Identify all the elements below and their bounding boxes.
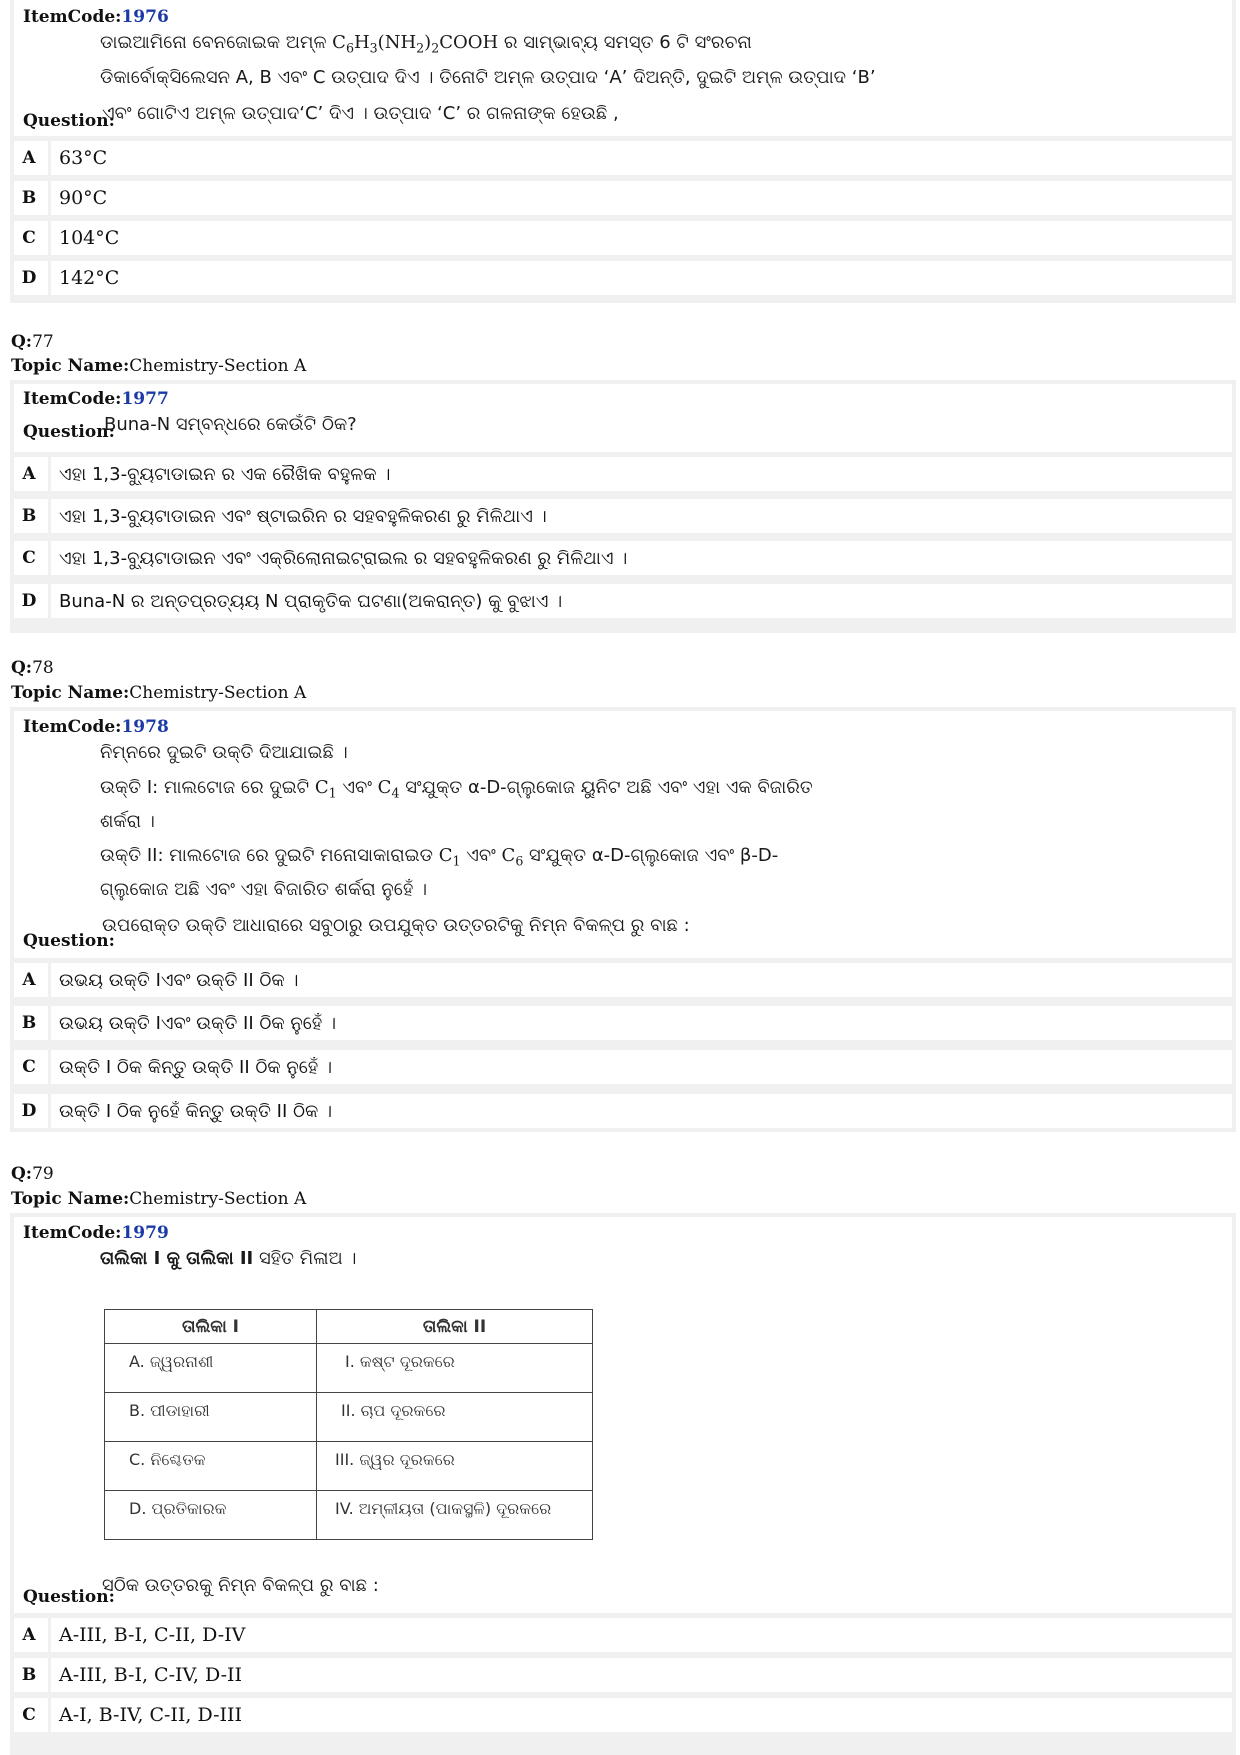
column-header: ତାଲିକା I — [105, 1310, 317, 1344]
option-d[interactable]: D Buna-N ର ଅନ୍ତପ୍ରତ୍ୟୟ N ପ୍ରାକୃତିକ ଘଟଣା(ଅକରାନ୍ତ) କୁ ବୁଝାଏ । — [14, 584, 1232, 618]
item-code: ItemCode:1976 — [23, 7, 169, 27]
question-line: ଉକ୍ତି II: ମାଲଟୋଜ ରେ ଦୁଇଟି ମନୋସାକାରାଇଡ $C_1$ ଏବଂ $C_6$ ସଂଯୁକ୍ତ α-D-ଗ୍ଲୁକୋଜ ଏବଂ β-D- — [100, 845, 779, 869]
table-cell: B. ପୀଡାହାରୀ — [105, 1393, 317, 1442]
option-a[interactable]: A A-III, B-I, C-II, D-IV — [14, 1618, 1232, 1652]
question-line: ଡିକାର୍ବୋକ୍ସିଲେସନ A, B ଏବଂ C ଉତ୍ପାଦ ଦିଏ । ତିନୋଟି ଅମ୍ଳ ଉତ୍ପାଦ ‘A’ ଦିଅନ୍ତି, ଦୁଇଟି ଅମ୍ଳ ଉତ୍ପାଦ ‘B’ — [100, 67, 876, 88]
option-c[interactable]: C A-I, B-IV, C-II, D-III — [14, 1698, 1232, 1732]
question-line: ନିମ୍ନରେ ଦୁଇଟି ଉକ୍ତି ଦିଆଯାଇଛି । — [100, 742, 348, 763]
item-code: ItemCode:1978 — [23, 717, 169, 737]
question-label: Question: — [23, 422, 115, 442]
question-block-1977 — [10, 380, 1236, 633]
question-box — [14, 384, 1232, 452]
question-box — [14, 711, 1232, 958]
item-code-value: 1977 — [121, 389, 169, 409]
item-code-value: 1976 — [121, 7, 169, 27]
topic-name: Topic Name:Chemistry-Section A — [11, 1189, 307, 1209]
table-cell: I. କଷ୍ଟ ଦୂରକରେ — [317, 1344, 593, 1393]
option-b[interactable]: B A-III, B-I, C-IV, D-II — [14, 1658, 1232, 1692]
table-row — [105, 1491, 593, 1540]
question-number: Q:77 — [11, 332, 54, 352]
question-line: ଏବଂ ଗୋଟିଏ ଅମ୍ଳ ଉତ୍ପାଦ‘C’ ଦିଏ । ଉତ୍ପାଦ ‘C’ ର ଗଳନାଙ୍କ ହେଉଛି , — [102, 103, 619, 124]
table-cell: III. ଜ୍ୱର ଦୂରକରେ — [317, 1442, 593, 1491]
option-d[interactable]: D ଉକ୍ତି I ଠିକ ନୁହେଁ କିନ୍ତୁ ଉକ୍ତି II ଠିକ । — [14, 1094, 1232, 1128]
match-instruction-rest: ସହିତ ମିଳାଅ । — [253, 1248, 357, 1269]
question-line: ଶର୍କରା । — [100, 811, 155, 832]
question-line — [100, 1248, 357, 1269]
table-cell: II. ଚାପ ଦୂରକରେ — [317, 1393, 593, 1442]
question-block-1976 — [10, 0, 1236, 303]
question-box — [14, 0, 1232, 136]
question-line: Buna-N ସମ୍ବନ୍ଧରେ କେଉଁଟି ଠିକ? — [104, 414, 357, 435]
table-row — [105, 1442, 593, 1491]
option-a[interactable]: A ଏହା 1,3-ବ୍ୟୁଟାଡାଇନ ର ଏକ ରୈଖିକ ବହୁଳକ । — [14, 457, 1232, 491]
question-block-1978 — [10, 707, 1236, 1132]
option-a[interactable]: A 63°C — [14, 141, 1232, 175]
option-b[interactable]: B ଉଭୟ ଉକ୍ତି Iଏବଂ ଉକ୍ତି II ଠିକ ନୁହେଁ । — [14, 1006, 1232, 1040]
topic-name: Topic Name:Chemistry-Section A — [11, 356, 307, 376]
table-cell: D. ପ୍ରତିକାରକ — [105, 1491, 317, 1540]
option-c[interactable]: C ଏହା 1,3-ବ୍ୟୁଟାଡାଇନ ଏବଂ ଏକ୍ରିଲୋନାଇଟ୍ରାଇଲ ର ସହବହୁଳିକରଣ ରୁ ମିଳିଥାଏ । — [14, 541, 1232, 575]
question-block-1979 — [10, 1213, 1236, 1755]
question-label: Question: — [23, 111, 115, 131]
item-code: ItemCode:1977 — [23, 389, 169, 409]
match-instruction-bold: ତାଲିକା I କୁ ତାଲିକା II — [100, 1248, 254, 1269]
table-cell: IV. ଅମ୍ଳୀୟତା (ପାକସ୍ଥଳି) ଦୂରକରେ — [317, 1491, 593, 1540]
question-label: Question: — [23, 931, 115, 951]
item-code: ItemCode:1979 — [23, 1223, 169, 1243]
question-line: ଗ୍ଲୁକୋଜ ଅଛି ଏବଂ ଏହା ବିଜାରିତ ଶର୍କରା ନୁହେଁ । — [100, 879, 428, 900]
option-b[interactable]: B ଏହା 1,3-ବ୍ୟୁଟାଡାଇନ ଏବଂ ଷ୍ଟାଇରିନ ର ସହବହୁଳିକରଣ ରୁ ମିଳିଥାଏ । — [14, 499, 1232, 533]
question-line: ଡାଇଆମିନୋ ବେନଜୋଇକ ଅମ୍ଳ $C_6H_3(NH_2)_2COOH$ ର ସାମ୍ଭାବ୍ୟ ସମସ୍ତ 6 ଟି ସଂରଚନା — [100, 32, 752, 56]
question-line: ସଠିକ ଉତ୍ତରକୁ ନିମ୍ନ ବିକଳ୍ପ ରୁ ବାଛ : — [102, 1575, 379, 1596]
question-box — [14, 1217, 1232, 1613]
option-d[interactable]: D 142°C — [14, 261, 1232, 295]
item-code-value: 1979 — [121, 1223, 169, 1243]
question-number: Q:79 — [11, 1164, 54, 1184]
option-c[interactable]: C 104°C — [14, 221, 1232, 255]
question-label: Question: — [23, 1587, 115, 1607]
table-header-row — [105, 1310, 593, 1344]
option-a[interactable]: A ଉଭୟ ଉକ୍ତି Iଏବଂ ଉକ୍ତି II ଠିକ । — [14, 963, 1232, 997]
table-row — [105, 1344, 593, 1393]
question-line: ଉପରୋକ୍ତ ଉକ୍ତି ଆଧାରାରେ ସବୁଠାରୁ ଉପଯୁକ୍ତ ଉତ୍ତରଟିକୁ ନିମ୍ନ ବିକଳ୍ପ ରୁ ବାଛ : — [102, 915, 690, 936]
matching-table — [104, 1309, 593, 1540]
table-row — [105, 1393, 593, 1442]
column-header: ତାଲିକା II — [317, 1310, 593, 1344]
table-cell: A. ଜ୍ୱରନାଶୀ — [105, 1344, 317, 1393]
table-cell: C. ନିଶ୍ଚେତକ — [105, 1442, 317, 1491]
option-c[interactable]: C ଉକ୍ତି I ଠିକ କିନ୍ତୁ ଉକ୍ତି II ଠିକ ନୁହେଁ । — [14, 1050, 1232, 1084]
option-b[interactable]: B 90°C — [14, 181, 1232, 215]
question-number: Q:78 — [11, 658, 54, 678]
item-code-value: 1978 — [121, 717, 169, 737]
topic-name: Topic Name:Chemistry-Section A — [11, 683, 307, 703]
question-line: ଉକ୍ତି I: ମାଲଟୋଜ ରେ ଦୁଇଟି $C_1$ ଏବଂ $C_4$ ସଂଯୁକ୍ତ α-D-ଗ୍ଲୁକୋଜ ୟୁନିଟ ଅଛି ଏବଂ ଏହା ଏକ ବିଜାରିତ — [100, 777, 813, 801]
